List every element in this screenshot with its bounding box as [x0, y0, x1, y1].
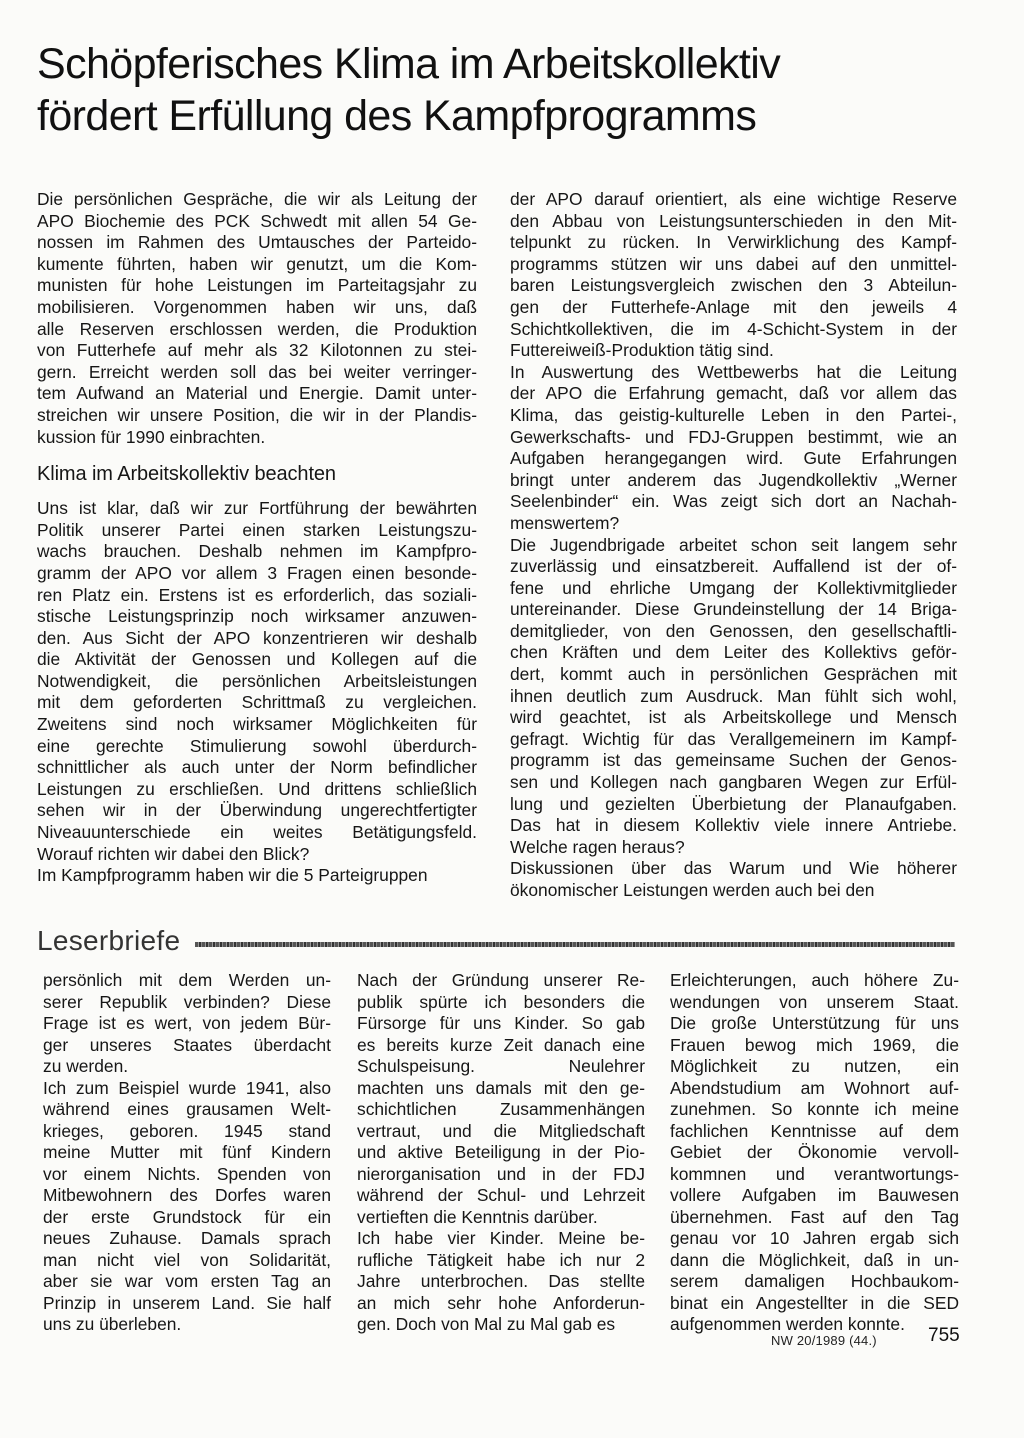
- text-line: gen. Doch von Mal zu Mal gab es: [357, 1314, 616, 1334]
- text-line: kussion für 1990 einbrachten.: [37, 426, 266, 447]
- text-line: nierorganisation und in der FDJ: [357, 1163, 645, 1184]
- text-line: machten uns damals mit den ge-: [357, 1077, 645, 1098]
- text-line: tem Aufwand an Material und Energie. Damit unter-: [37, 383, 477, 404]
- text-line: Möglichkeit zu nutzen, ein: [670, 1056, 959, 1076]
- text-line: ger unseres Staates überdacht: [43, 1034, 331, 1055]
- text-line: Klima, das geistig-kulturelle Leben in den Partei-,: [510, 404, 957, 425]
- text-line: Niveauunterschiede ein weites Betätigungsfeld.: [37, 822, 477, 843]
- text-line: APO Biochemie des PCK Schwedt mit allen 54 Ge-: [37, 210, 477, 231]
- text-line: mobilisieren. Vorgenommen haben wir uns, daß: [37, 296, 477, 317]
- article-right-column: [510, 189, 957, 902]
- text-line: Ich zum Beispiel wurde 1941, also: [43, 1077, 331, 1098]
- text-line: der erste Grundstock für ein: [43, 1206, 331, 1227]
- text-line: serem damaligen Hochbaukom-: [670, 1271, 959, 1291]
- text-line: fachlichen Kenntnisse auf dem: [670, 1120, 959, 1141]
- text-line: telpunkt zu rücken. In Verwirklichung des Kampf-: [510, 232, 957, 253]
- text-line: sen und Kollegen nach gangbaren Wegen zur Erfül-: [510, 772, 957, 793]
- text-line: gramm der APO vor allem 3 Fragen einen besonde-: [37, 562, 477, 583]
- text-line: aber sie war vom ersten Tag an: [43, 1271, 331, 1291]
- text-line: Ich habe vier Kinder. Meine be-: [357, 1228, 645, 1248]
- text-line: Notwendigkeit, die persönlichen Arbeitsleistungen: [37, 670, 477, 691]
- text-line: untereinander. Diese Grundeinstellung der 14 Briga-: [510, 599, 957, 620]
- text-line: wendungen von unserem Staat.: [670, 991, 959, 1012]
- letters-section-title: Leserbriefe: [37, 925, 181, 956]
- text-line: Diskussionen über das Warum und Wie höherer: [510, 858, 957, 879]
- text-line: gern. Erreicht werden soll das bei weiter verringer-: [37, 361, 477, 382]
- text-line: lung und gezielten Überbietung der Planaufgaben.: [510, 793, 957, 814]
- text-line: baren Leistungsvergleich zwischen den 3 Abteilun-: [510, 275, 957, 296]
- letters-section-header: [37, 925, 957, 959]
- text-line: Erleichterungen, auch höhere Zu-: [670, 970, 959, 990]
- text-line: den. Aus Sicht der APO konzentrieren wir deshalb: [37, 627, 477, 648]
- text-line: dert, kommt auch in persönlichen Gesprächen mit: [510, 664, 957, 685]
- text-line: publik spürte ich besonders die: [357, 991, 645, 1012]
- text-line: Worauf richten wir dabei den Blick?: [37, 843, 310, 864]
- text-line: neues Zuhause. Damals sprach: [43, 1228, 331, 1248]
- text-line: rufliche Tätigkeit habe ich nur 2: [357, 1249, 645, 1270]
- text-line: Frauen bewog mich 1969, die: [670, 1034, 959, 1055]
- text-line: Prinzip in unserem Land. Sie half: [43, 1292, 331, 1313]
- text-line: serer Republik verbinden? Diese: [43, 991, 331, 1012]
- text-line: alle Reserven erschlossen werden, die Produktion: [37, 318, 477, 339]
- text-line: Gewerkschafts- und FDJ-Gruppen bestimmt, wie an: [510, 426, 957, 447]
- text-line: stische Leistungsprinzip noch wirksamer anzuwen-: [37, 606, 477, 627]
- text-line: In Auswertung des Wettbewerbs hat die Leitung: [510, 361, 957, 382]
- issue-reference: NW 20/1989 (44.): [771, 1333, 877, 1348]
- letter-column-1: [43, 970, 331, 1336]
- text-line: ren Platz ein. Erstens ist es erforderlich, das soziali-: [37, 584, 477, 605]
- text-line: übernehmen. Fast auf den Tag: [670, 1206, 959, 1227]
- text-line: Welche ragen heraus?: [510, 836, 685, 857]
- text-line: zuverlässig und einsatzbereit. Auffallend ist der of-: [510, 556, 957, 577]
- text-line: Im Kampfprogramm haben wir die 5 Parteigruppen: [37, 865, 428, 886]
- text-line: der APO die Erfahrung gemacht, daß vor allem das: [510, 383, 957, 404]
- text-line: Aufgaben herangegangen wird. Gute Erfahrungen: [510, 448, 957, 469]
- letter-column-2: [357, 970, 645, 1336]
- body-paragraph: [37, 498, 477, 887]
- text-line: man nicht viel von Solidarität,: [43, 1249, 331, 1270]
- text-line: an mich sehr hohe Anforderun-: [357, 1292, 645, 1313]
- text-line: meine Mutter mit fünf Kindern: [43, 1142, 331, 1162]
- text-line: Nach der Gründung unserer Re-: [357, 970, 645, 990]
- text-line: mit dem geforderten Schrittmaß zu vergleichen.: [37, 692, 477, 713]
- text-line: binat ein Angestellter in die SED: [670, 1292, 959, 1313]
- text-line: Schulspeisung. Neulehrer: [357, 1056, 645, 1076]
- text-line: schichtlichen Zusammenhängen: [357, 1099, 645, 1119]
- text-line: vor einem Nichts. Spenden von: [43, 1163, 331, 1184]
- text-line: Fürsorge für uns Kinder. So gab: [357, 1013, 645, 1033]
- headline-line: fördert Erfüllung des Kampfprogramms: [37, 92, 757, 140]
- text-line: persönlich mit dem Werden un-: [43, 970, 331, 990]
- text-line: fene und ehrliche Umgang der Kollektivmitglieder: [510, 577, 957, 598]
- text-line: gefragt. Wichtig für das Verallgemeinern im Kampf-: [510, 728, 957, 749]
- text-line: Das hat in diesem Kollektiv viele innere Antriebe.: [510, 815, 957, 836]
- text-line: schnittlicher als auch unter der Norm befindlicher: [37, 757, 477, 778]
- text-line: krieges, geboren. 1945 stand: [43, 1120, 331, 1141]
- text-line: den Abbau von Leistungsunterschieden in den Mit-: [510, 210, 957, 231]
- text-line: gen der Futterhefe-Anlage mit den jeweils 4: [510, 296, 957, 317]
- text-line: vertraut, und die Mitgliedschaft: [357, 1120, 645, 1141]
- letter-column-3: [670, 970, 959, 1336]
- text-line: wachs brauchen. Deshalb nehmen im Kampfpro-: [37, 541, 477, 562]
- text-line: genau vor 10 Jahren ergab sich: [670, 1228, 959, 1248]
- text-line: Mitbewohnern des Dorfes waren: [43, 1185, 331, 1205]
- headline-line: Schöpferisches Klima im Arbeitskollektiv: [37, 40, 781, 88]
- text-line: programm ist das gemeinsame Suchen der Genos-: [510, 750, 957, 771]
- text-line: während der Schul- und Lehrzeit: [357, 1185, 645, 1205]
- intro-paragraph: [37, 189, 477, 448]
- text-line: zunehmen. So konnte ich meine: [670, 1099, 959, 1119]
- article-left-column: [37, 189, 477, 887]
- text-line: der APO darauf orientiert, als eine wichtige Reserve: [510, 189, 957, 209]
- text-line: dann die Möglichkeit, daß in un-: [670, 1249, 959, 1270]
- text-line: aufgenommen werden konnte.: [670, 1314, 905, 1334]
- text-line: Zweitens sind noch wirksamer Möglichkeiten für: [37, 714, 477, 735]
- text-line: Die große Unterstützung für uns: [670, 1013, 959, 1033]
- page-number: 755: [928, 1325, 960, 1346]
- text-line: Gebiet der Ökonomie vervoll-: [670, 1142, 959, 1162]
- text-line: programms stützen wir uns dabei auf den unmittel-: [510, 253, 957, 274]
- text-line: Politik unserer Partei einen starken Leistungszu-: [37, 519, 477, 540]
- text-line: eine gerechte Stimulierung sowohl überdurch-: [37, 735, 477, 756]
- text-line: chen Kräften und dem Leiter des Kollektivs geför-: [510, 642, 957, 663]
- text-line: menswertem?: [510, 512, 620, 533]
- text-line: streichen wir unsere Position, die wir in der Plandis-: [37, 404, 477, 425]
- text-line: sehen wir in der Überwindung ungerechtfertigter: [37, 800, 477, 821]
- text-line: munisten für hohe Leistungen im Parteitagsjahr zu: [37, 275, 477, 296]
- text-line: es bereits kurze Zeit danach eine: [357, 1034, 645, 1055]
- text-line: Abendstudium am Wohnort auf-: [670, 1077, 959, 1098]
- text-line: während eines grausamen Welt-: [43, 1099, 331, 1119]
- text-line: kumente führten, haben wir genutzt, um die Kom-: [37, 253, 477, 274]
- text-line: vertieften die Kenntnis darüber.: [357, 1206, 598, 1227]
- text-line: Schichtkollektiven, die im 4-Schicht-System in der: [510, 318, 957, 339]
- text-line: Jahre unterbrochen. Das stellte: [357, 1271, 645, 1291]
- text-line: uns zu überleben.: [43, 1314, 182, 1334]
- text-line: Seelenbinder“ ein. Was zeigt sich dort an Nachah-: [510, 491, 957, 512]
- text-line: vollere Aufgaben im Bauwesen: [670, 1185, 959, 1205]
- text-line: zu werden.: [43, 1056, 129, 1076]
- text-line: Die persönlichen Gespräche, die wir als Leitung der: [37, 189, 477, 209]
- text-line: bringt unter anderem das Jugendkollektiv „Werner: [510, 469, 957, 490]
- text-line: nossen im Rahmen des Umtausches der Parteido-: [37, 232, 477, 253]
- text-line: ökonomischer Leistungen werden auch bei den: [510, 880, 875, 900]
- text-line: Frage ist es wert, von jedem Bür-: [43, 1013, 331, 1033]
- text-line: wird geachtet, ist als Arbeitskollege und Mensch: [510, 707, 957, 728]
- text-line: Leistungen zu erschließen. Und drittens schließlich: [37, 778, 477, 799]
- text-line: Futtereiweiß-Produktion tätig sind.: [510, 340, 774, 361]
- text-line: Die Jugendbrigade arbeitet schon seit langem sehr: [510, 534, 957, 555]
- text-line: die Aktivität der Genossen und Kollegen auf die: [37, 649, 477, 670]
- article-headline: [37, 38, 987, 142]
- section-divider-rule: [195, 942, 955, 947]
- text-line: von Futterhefe auf mehr als 32 Kilotonnen zu stei-: [37, 340, 477, 361]
- article-subheading: Klima im Arbeitskollektiv beachten: [37, 463, 336, 486]
- text-line: demitglieder, von den Genossen, den gesellschaftli-: [510, 620, 957, 641]
- text-line: Uns ist klar, daß wir zur Fortführung der bewährten: [37, 498, 477, 519]
- text-line: und aktive Beteiligung in der Pio-: [357, 1142, 645, 1162]
- text-line: ihnen deutlich zum Ausdruck. Man fühlt sich wohl,: [510, 685, 957, 706]
- text-line: kommnen und verantwortungs-: [670, 1163, 959, 1184]
